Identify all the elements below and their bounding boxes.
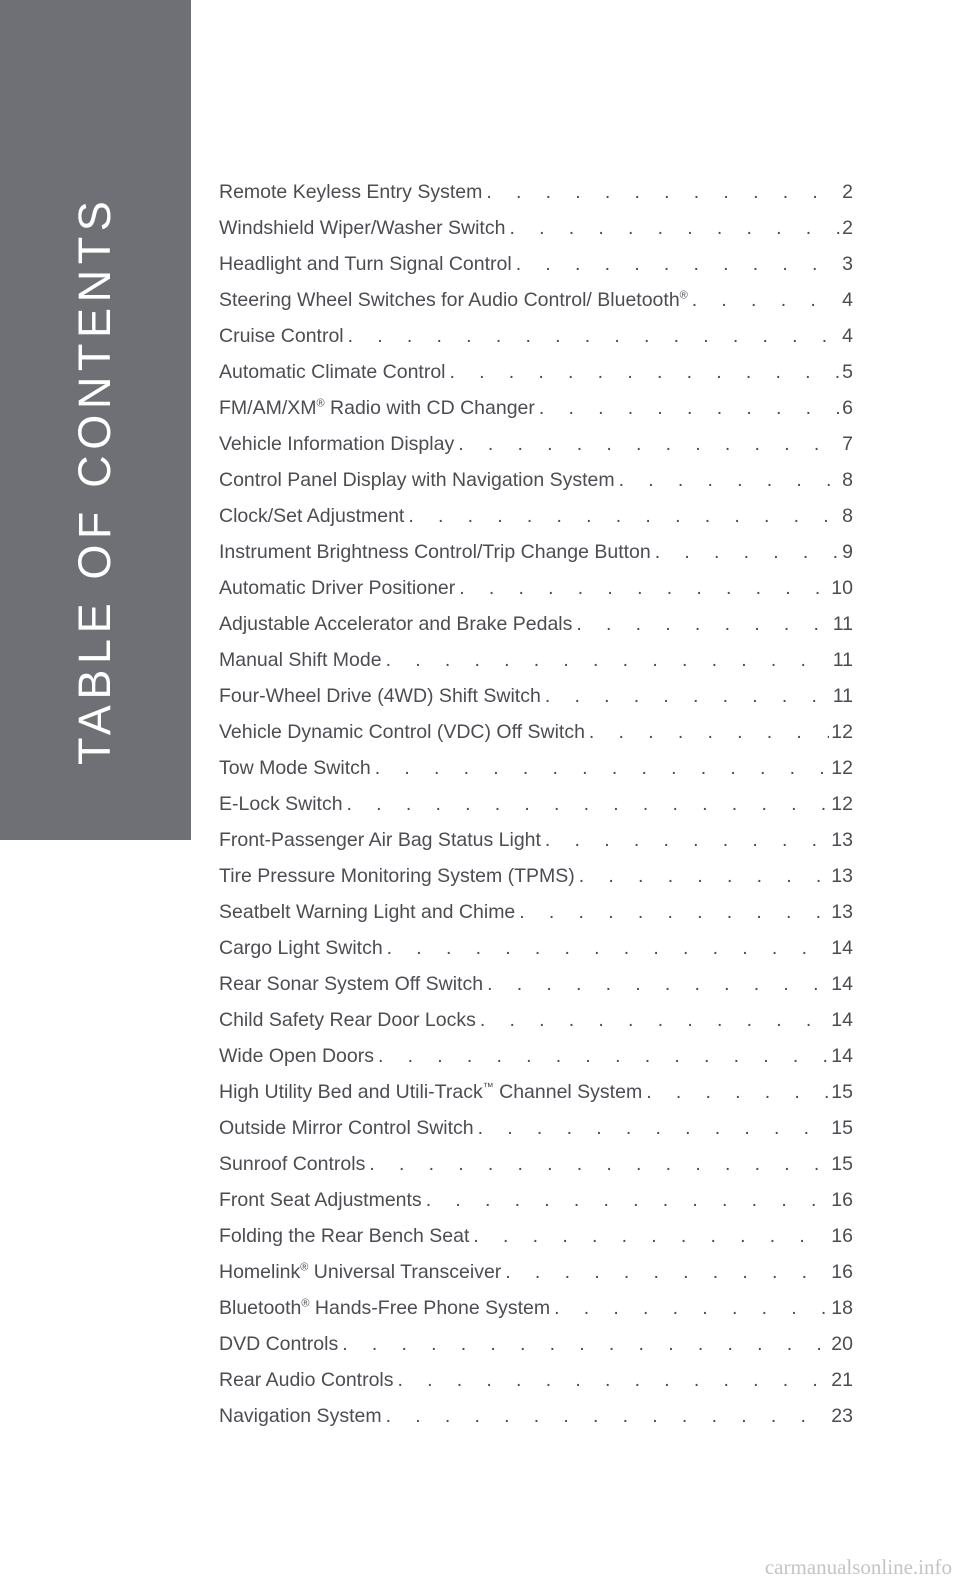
toc-item-page-number: 10 bbox=[831, 577, 853, 599]
toc-item-page-number: 8 bbox=[842, 505, 853, 527]
toc-item-title bbox=[219, 1326, 342, 1362]
toc-item-title-text: Manual Shift Mode bbox=[219, 649, 382, 671]
toc-item-page-number: 14 bbox=[831, 1045, 853, 1067]
toc-item-dot-leader bbox=[375, 750, 830, 786]
toc-item-dot-leader bbox=[619, 462, 841, 498]
toc-item-title bbox=[219, 966, 487, 1002]
toc-item-title bbox=[219, 606, 576, 642]
toc-item-dot-leader bbox=[554, 1290, 829, 1326]
toc-item-title bbox=[219, 1038, 378, 1074]
toc-item[interactable] bbox=[219, 1254, 853, 1290]
toc-item-dot-leader bbox=[459, 570, 829, 606]
toc-item-title-text: Seatbelt Warning Light and Chime bbox=[219, 901, 516, 923]
toc-item-dot-leader bbox=[386, 642, 831, 678]
toc-item-page-number: 21 bbox=[831, 1369, 853, 1391]
toc-item-title bbox=[219, 642, 386, 678]
toc-item-title-text: Headlight and Turn Signal Control bbox=[219, 253, 512, 275]
toc-item-title-text: E-Lock Switch bbox=[219, 793, 343, 815]
toc-item-dot-leader bbox=[692, 282, 840, 318]
toc-item-dot-leader bbox=[486, 174, 840, 210]
toc-item-dot-leader bbox=[408, 498, 840, 534]
toc-item-page-number: 9 bbox=[842, 541, 853, 563]
toc-item-dot-leader bbox=[458, 426, 840, 462]
toc-item[interactable] bbox=[219, 930, 853, 966]
toc-item-page-number: 12 bbox=[831, 757, 853, 779]
toc-item-title-text: Child Safety Rear Door Locks bbox=[219, 1009, 476, 1031]
toc-item-title bbox=[219, 822, 545, 858]
toc-item[interactable] bbox=[219, 786, 853, 822]
toc-item-dot-leader bbox=[450, 354, 841, 390]
toc-item-title-text: Instrument Brightness Control/Trip Change Button bbox=[219, 541, 651, 563]
toc-item-page-number: 6 bbox=[842, 397, 853, 419]
toc-item-dot-leader bbox=[387, 930, 830, 966]
toc-item-dot-leader bbox=[473, 1218, 829, 1254]
toc-item-title-suffix: Channel System bbox=[493, 1081, 643, 1103]
toc-item-title-text: FM/AM/XM bbox=[219, 397, 317, 419]
toc-item[interactable] bbox=[219, 534, 853, 570]
toc-item-page-number: 4 bbox=[842, 289, 853, 311]
toc-item-dot-leader bbox=[516, 246, 840, 282]
toc-item-page-number: 11 bbox=[832, 685, 853, 707]
toc-item-title bbox=[219, 1398, 386, 1434]
toc-item-title-text: Outside Mirror Control Switch bbox=[219, 1117, 474, 1139]
toc-item-title bbox=[219, 282, 692, 318]
toc-item-dot-leader bbox=[378, 1038, 829, 1074]
toc-item-page-number: 13 bbox=[831, 901, 853, 923]
toc-item-page-number: 15 bbox=[831, 1081, 853, 1103]
toc-item-dot-leader bbox=[646, 1074, 829, 1110]
toc-item-dot-leader bbox=[539, 390, 840, 426]
toc-item-title bbox=[219, 390, 539, 426]
toc-item-dot-leader bbox=[348, 318, 841, 354]
toc-item-dot-leader bbox=[386, 1398, 830, 1434]
toc-item-title-text: Automatic Driver Positioner bbox=[219, 577, 456, 599]
toc-item-page-number: 18 bbox=[831, 1297, 853, 1319]
toc-item-page-number: 14 bbox=[831, 1009, 853, 1031]
watermark: carmanualsonline.info bbox=[764, 1555, 952, 1579]
toc-item-title bbox=[219, 858, 579, 894]
toc-item-title bbox=[219, 570, 459, 606]
toc-item-superscript: ® bbox=[301, 1297, 310, 1310]
toc-item[interactable] bbox=[219, 1326, 853, 1362]
side-title: TABLE OF CONTENTS bbox=[69, 195, 120, 765]
toc-item-page-number: 14 bbox=[831, 937, 853, 959]
toc-item-title bbox=[219, 1002, 480, 1038]
toc-item-dot-leader bbox=[509, 210, 840, 246]
toc-item-title-text: Rear Sonar System Off Switch bbox=[219, 973, 484, 995]
toc-item-title-text: Remote Keyless Entry System bbox=[219, 181, 483, 203]
toc-item[interactable] bbox=[219, 966, 853, 1002]
toc-item[interactable] bbox=[219, 1362, 853, 1398]
toc-item-dot-leader bbox=[545, 822, 829, 858]
toc-item-title bbox=[219, 318, 348, 354]
toc-item-title-text: Rear Audio Controls bbox=[219, 1369, 394, 1391]
toc-item[interactable] bbox=[219, 498, 853, 534]
toc-item-title bbox=[219, 210, 509, 246]
toc-item[interactable] bbox=[219, 714, 853, 750]
toc-item-title bbox=[219, 894, 519, 930]
toc-item-title-text: DVD Controls bbox=[219, 1333, 339, 1355]
toc-item-superscript: ® bbox=[679, 289, 688, 302]
toc-item-dot-leader bbox=[426, 1182, 830, 1218]
toc-item-dot-leader bbox=[579, 858, 830, 894]
toc-item-title bbox=[219, 678, 545, 714]
toc-item[interactable] bbox=[219, 318, 853, 354]
toc-item-title-text: Adjustable Accelerator and Brake Pedals bbox=[219, 613, 573, 635]
toc-item-page-number: 2 bbox=[842, 181, 853, 203]
toc-item[interactable] bbox=[219, 858, 853, 894]
toc-item-title bbox=[219, 498, 408, 534]
toc-item[interactable] bbox=[219, 1002, 853, 1038]
toc-item-page-number: 13 bbox=[831, 865, 853, 887]
toc-item-title bbox=[219, 174, 486, 210]
toc-item-page-number: 7 bbox=[842, 433, 853, 455]
toc-item-title bbox=[219, 1362, 398, 1398]
toc-item-superscript: ® bbox=[316, 397, 325, 410]
toc-item-title bbox=[219, 1254, 505, 1290]
toc-item-dot-leader bbox=[342, 1326, 829, 1362]
toc-item-page-number: 16 bbox=[831, 1189, 853, 1211]
toc-item-title-text: Sunroof Controls bbox=[219, 1153, 366, 1175]
toc-item[interactable] bbox=[219, 462, 853, 498]
toc-item-title bbox=[219, 786, 347, 822]
toc-item[interactable] bbox=[219, 174, 853, 210]
toc-item-page-number: 16 bbox=[831, 1261, 853, 1283]
toc-item-dot-leader bbox=[480, 1002, 829, 1038]
toc-item-dot-leader bbox=[519, 894, 829, 930]
toc-item-title-text: Vehicle Dynamic Control (VDC) Off Switch bbox=[219, 721, 585, 743]
toc-item[interactable] bbox=[219, 894, 853, 930]
toc-item-title-text: Control Panel Display with Navigation System bbox=[219, 469, 615, 491]
toc-item-title-text: Vehicle Information Display bbox=[219, 433, 455, 455]
toc-item-title bbox=[219, 426, 458, 462]
toc-item-title bbox=[219, 246, 516, 282]
toc-item-page-number: 15 bbox=[831, 1153, 853, 1175]
toc-item[interactable] bbox=[219, 354, 853, 390]
toc-item-title-text: Tow Mode Switch bbox=[219, 757, 371, 779]
toc-item[interactable] bbox=[219, 1146, 853, 1182]
toc-item-title-text: Navigation System bbox=[219, 1405, 382, 1427]
toc-item-title bbox=[219, 354, 450, 390]
toc-item-title bbox=[219, 1218, 473, 1254]
toc-item-title bbox=[219, 1146, 369, 1182]
toc-item-title-text: Folding the Rear Bench Seat bbox=[219, 1225, 470, 1247]
toc-item-title-suffix: Hands-Free Phone System bbox=[309, 1297, 551, 1319]
toc-item[interactable] bbox=[219, 606, 853, 642]
toc-item[interactable] bbox=[219, 1218, 853, 1254]
toc-item-dot-leader bbox=[369, 1146, 829, 1182]
toc-item-title-text: Cruise Control bbox=[219, 325, 344, 347]
toc-item-page-number: 2 bbox=[842, 217, 853, 239]
toc-item[interactable] bbox=[219, 390, 853, 426]
toc-item[interactable] bbox=[219, 210, 853, 246]
toc-item-dot-leader bbox=[545, 678, 831, 714]
toc-item[interactable] bbox=[219, 678, 853, 714]
toc-item-title-text: Homelink bbox=[219, 1261, 301, 1283]
toc-item[interactable] bbox=[219, 1290, 853, 1326]
toc-item-page-number: 4 bbox=[842, 325, 853, 347]
toc-item[interactable] bbox=[219, 1038, 853, 1074]
toc-item-dot-leader bbox=[487, 966, 829, 1002]
toc-item-superscript: ® bbox=[300, 1261, 309, 1274]
toc-item[interactable] bbox=[219, 282, 853, 318]
toc-item-page-number: 12 bbox=[831, 793, 853, 815]
toc-item-page-number: 14 bbox=[831, 973, 853, 995]
toc-item-page-number: 23 bbox=[831, 1405, 853, 1427]
toc-item[interactable] bbox=[219, 1110, 853, 1146]
toc-item-title-text: Four-Wheel Drive (4WD) Shift Switch bbox=[219, 685, 541, 707]
toc-item-title bbox=[219, 1182, 426, 1218]
toc-item-title-text: Automatic Climate Control bbox=[219, 361, 446, 383]
toc-item[interactable] bbox=[219, 1398, 853, 1434]
toc-item-title-text: Front Seat Adjustments bbox=[219, 1189, 422, 1211]
toc-item-title-suffix: Radio with CD Changer bbox=[324, 397, 535, 419]
toc-item-dot-leader bbox=[347, 786, 830, 822]
toc-item-dot-leader bbox=[576, 606, 830, 642]
toc-item-title-text: Steering Wheel Switches for Audio Control/ Bluetooth bbox=[219, 289, 680, 311]
toc-item-page-number: 8 bbox=[842, 469, 853, 491]
toc-item[interactable] bbox=[219, 426, 853, 462]
toc-item-dot-leader bbox=[478, 1110, 830, 1146]
toc-item-dot-leader bbox=[398, 1362, 830, 1398]
toc-item-dot-leader bbox=[589, 714, 829, 750]
toc-item-title-text: High Utility Bed and Utili-Track bbox=[219, 1081, 483, 1103]
toc-item-title bbox=[219, 930, 387, 966]
toc-item-title-text: Wide Open Doors bbox=[219, 1045, 374, 1067]
toc-item-page-number: 11 bbox=[832, 649, 853, 671]
toc-item-page-number: 16 bbox=[831, 1225, 853, 1247]
toc-item-title-suffix: Universal Transceiver bbox=[308, 1261, 502, 1283]
toc-item-dot-leader bbox=[505, 1254, 829, 1290]
toc-item-page-number: 5 bbox=[842, 361, 853, 383]
toc-item-title bbox=[219, 462, 619, 498]
toc-item[interactable] bbox=[219, 1182, 853, 1218]
toc-item-page-number: 11 bbox=[832, 613, 853, 635]
toc-item-title bbox=[219, 750, 375, 786]
toc-item-page-number: 12 bbox=[831, 721, 853, 743]
toc-item-dot-leader bbox=[655, 534, 840, 570]
side-band bbox=[0, 0, 191, 840]
toc-item-title-text: Cargo Light Switch bbox=[219, 937, 383, 959]
toc-item-title-text: Front-Passenger Air Bag Status Light bbox=[219, 829, 541, 851]
toc-item[interactable] bbox=[219, 1074, 853, 1110]
toc-item-title-text: Tire Pressure Monitoring System (TPMS) bbox=[219, 865, 575, 887]
toc-item[interactable] bbox=[219, 822, 853, 858]
toc-item-title bbox=[219, 534, 655, 570]
toc-item-title bbox=[219, 1074, 646, 1110]
toc-item-title bbox=[219, 1290, 554, 1326]
toc-item[interactable] bbox=[219, 570, 853, 606]
toc-item-page-number: 13 bbox=[831, 829, 853, 851]
toc-item-title bbox=[219, 1110, 478, 1146]
toc-item[interactable] bbox=[219, 642, 853, 678]
toc-item-superscript: ™ bbox=[482, 1081, 494, 1094]
toc-item-page-number: 3 bbox=[842, 253, 853, 275]
toc-item-title bbox=[219, 714, 589, 750]
toc-item-title-text: Clock/Set Adjustment bbox=[219, 505, 405, 527]
toc-item-page-number: 15 bbox=[831, 1117, 853, 1139]
toc-item[interactable] bbox=[219, 246, 853, 282]
toc-item-title-text: Bluetooth bbox=[219, 1297, 302, 1319]
table-of-contents bbox=[219, 174, 853, 1434]
toc-item-title-text: Windshield Wiper/Washer Switch bbox=[219, 217, 506, 239]
toc-item[interactable] bbox=[219, 750, 853, 786]
toc-item-page-number: 20 bbox=[831, 1333, 853, 1355]
